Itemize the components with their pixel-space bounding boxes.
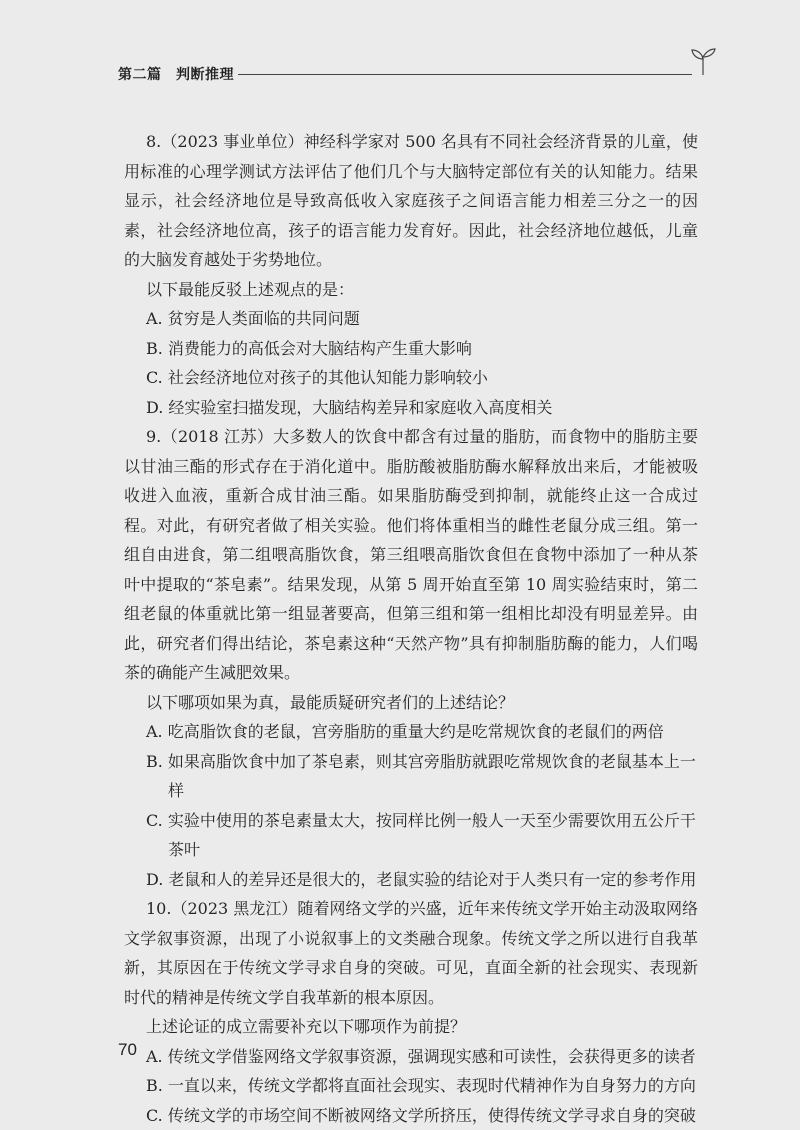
option-b: B. 一直以来，传统文学都将直面社会现实、表现时代精神作为自身努力的方向 xyxy=(124,1071,698,1101)
question-stem: 8.（2023 事业单位）神经科学家对 500 名具有不同社会经济背景的儿童，使用标准的心理学测试方法评估了他们几个与大脑特定部位有关的认知能力。结果显示，社会经济地位是导致高低收入家庭孩子之间语言能力相差三分之一的因素，社会经济地位高，孩子的语言能力发育好。因此，社会经济地位越低，儿童的大脑发育越处于劣势地位。 xyxy=(124,127,698,275)
option-d: D. 经实验室扫描发现，大脑结构差异和家庭收入高度相关 xyxy=(124,393,698,423)
question-prompt: 以下最能反驳上述观点的是： xyxy=(124,275,698,305)
header-rule xyxy=(238,74,692,75)
option-a: A. 吃高脂饮食的老鼠，宫旁脂肪的重量大约是吃常规饮食的老鼠们的两倍 xyxy=(124,717,698,747)
option-d: D. 老鼠和人的差异还是很大的，老鼠实验的结论对于人类只有一定的参考作用 xyxy=(124,865,698,895)
question-8 xyxy=(124,127,698,422)
section-title: 第二篇 判断推理 xyxy=(118,64,234,84)
page-number: 70 xyxy=(118,1040,137,1060)
option-c: C. 社会经济地位对孩子的其他认知能力影响较小 xyxy=(124,363,698,393)
question-stem: 10.（2023 黑龙江）随着网络文学的兴盛，近年来传统文学开始主动汲取网络文学叙事资源，出现了小说叙事上的文类融合现象。传统文学之所以进行自我革新，其原因在于传统文学寻求自身的突破。可见，直面全新的社会现实、表现新时代的精神是传统文学自我革新的根本原因。 xyxy=(124,894,698,1012)
question-10 xyxy=(124,894,698,1130)
option-b: B. 消费能力的高低会对大脑结构产生重大影响 xyxy=(124,334,698,364)
option-b: B. 如果高脂饮食中加了茶皂素，则其宫旁脂肪就跟吃常规饮食的老鼠基本上一样 xyxy=(124,747,698,806)
option-a: A. 贫穷是人类面临的共同问题 xyxy=(124,304,698,334)
option-a: A. 传统文学借鉴网络文学叙事资源，强调现实感和可读性，会获得更多的读者 xyxy=(124,1042,698,1072)
question-stem: 9.（2018 江苏）大多数人的饮食中都含有过量的脂肪，而食物中的脂肪主要以甘油三酯的形式存在于消化道中。脂肪酸被脂肪酶水解释放出来后，才能被吸收进入血液，重新合成甘油三酯。如果脂肪酶受到抑制，就能终止这一合成过程。对此，有研究者做了相关实验。他们将体重相当的雌性老鼠分成三组。第一组自由进食，第二组喂高脂饮食，第三组喂高脂饮食但在食物中添加了一种从茶叶中提取的“茶皂素”。结果发现，从第 5 周开始直至第 10 周实验结束时，第二组老鼠的体重就比第一组显著要高，但第三组和第一组相比却没有明显差异。由此，研究者们得出结论，茶皂素这种“天然产物”具有抑制脂肪酶的能力，人们喝茶的确能产生减肥效果。 xyxy=(124,422,698,688)
option-c: C. 传统文学的市场空间不断被网络文学所挤压，使得传统文学寻求自身的突破 xyxy=(124,1101,698,1130)
question-prompt: 上述论证的成立需要补充以下哪项作为前提？ xyxy=(124,1012,698,1042)
running-header xyxy=(118,62,718,86)
sprout-icon xyxy=(690,46,716,76)
question-9 xyxy=(124,422,698,894)
question-prompt: 以下哪项如果为真，最能质疑研究者们的上述结论？ xyxy=(124,688,698,718)
option-c: C. 实验中使用的茶皂素量太大，按同样比例一般人一天至少需要饮用五公斤干茶叶 xyxy=(124,806,698,865)
question-list xyxy=(124,127,698,1130)
